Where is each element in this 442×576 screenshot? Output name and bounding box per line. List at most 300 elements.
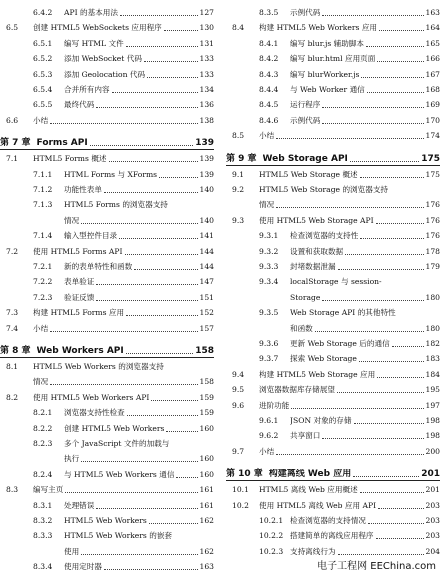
toc-entry-title: 功能性表单: [64, 185, 102, 194]
toc-entry: [0, 214, 214, 226]
toc-entry-page: 131: [199, 38, 214, 48]
toc-entry-title: HTML Forms 与 XForms: [64, 169, 158, 179]
dot-leader: [126, 353, 193, 354]
dot-leader: [322, 123, 423, 124]
toc-entry-number: 7.2: [6, 246, 19, 256]
toc-entry-title: 输入型控件目录: [64, 231, 118, 241]
toc-entry-page: 169: [425, 100, 440, 110]
toc-entry-number: 6.5.1: [33, 38, 53, 48]
toc-entry-title: 构建 HTML5 Web Workers 应用: [259, 23, 378, 33]
toc-entry-title: 创建 HTML5 WebSockets 应用程序: [33, 23, 162, 33]
toc-entry-page: 195: [425, 385, 440, 395]
toc-entry-page: 152: [199, 308, 214, 318]
toc-entry-page: 133: [199, 54, 214, 64]
toc-entry: [0, 229, 214, 241]
toc-entry-page: 182: [425, 339, 440, 348]
toc-chapter-heading: [0, 131, 214, 148]
dot-leader: [104, 569, 198, 570]
toc-entry-title: 构建 HTML5 Web Storage 应用: [259, 369, 376, 379]
toc-entry-page: 130: [199, 23, 214, 33]
toc-entry-number: 9.6.1: [259, 416, 279, 425]
toc-entry-title: 检查浏览器的支持性: [290, 231, 359, 241]
toc-entry-title: 共享窗口: [290, 431, 321, 441]
toc-entry-number: 7.1.3: [33, 200, 53, 210]
dot-leader: [166, 431, 197, 432]
dot-leader: [353, 476, 419, 477]
toc-entry-number: 10.1: [232, 485, 249, 495]
dot-leader: [360, 177, 424, 178]
toc-entry-page: 175: [425, 169, 440, 179]
toc-entry-number: 第 8 章: [0, 346, 31, 356]
dot-leader: [315, 331, 424, 332]
toc-entry: [0, 83, 214, 95]
toc-entry-page: 174: [425, 131, 440, 141]
dot-leader: [338, 554, 424, 555]
dot-leader: [90, 145, 193, 146]
toc-entry-page: 167: [425, 69, 440, 79]
toc-entry-page: 157: [199, 323, 214, 333]
toc-entry-number: 6.5.5: [33, 100, 53, 110]
toc-entry: [226, 83, 440, 95]
toc-entry-number: 8.1: [6, 362, 19, 371]
toc-entry-page: 139: [195, 138, 214, 149]
toc-entry-page: 147: [199, 277, 214, 287]
dot-leader: [276, 207, 423, 208]
toc-entry-number: 9.4: [232, 369, 245, 379]
toc-entry-page: 176: [425, 215, 440, 225]
toc-entry-number: 7.1: [6, 154, 19, 164]
toc-entry-number: 8.4.5: [259, 100, 279, 110]
dot-leader: [176, 477, 197, 478]
toc-entry-number: 9.3.5: [259, 308, 279, 318]
toc-entry-page: 165: [425, 38, 440, 48]
toc-entry-title: 小结: [33, 323, 49, 333]
toc-entry-title: 支持离线行为: [290, 546, 336, 556]
toc-entry-title: HTML5 Web Storage 概述: [259, 169, 358, 179]
toc-entry: [0, 375, 214, 387]
toc-entry-page: 136: [199, 100, 214, 110]
toc-entry-number: 9.6: [232, 400, 245, 410]
toc-entry: [0, 6, 214, 18]
dot-leader: [81, 554, 197, 555]
toc-entry-number: 7.2.3: [33, 292, 53, 302]
dot-leader: [359, 361, 424, 362]
toc-entry-number: 9.3: [232, 215, 245, 225]
toc-entry-title: 检查浏览器的支持情况: [290, 516, 366, 525]
toc-entry: [226, 445, 440, 457]
toc-entry: [0, 52, 214, 64]
dot-leader: [361, 77, 423, 78]
dot-leader: [377, 61, 423, 62]
toc-entry-page: 203: [425, 516, 440, 525]
dot-leader: [322, 438, 423, 439]
dot-leader: [392, 346, 424, 347]
toc-entry-number: 8.4.6: [259, 115, 279, 125]
toc-entry-title: API 的基本用法: [64, 8, 118, 17]
chapter-rule: [0, 357, 214, 358]
toc-entry-page: 200: [425, 446, 440, 456]
toc-entry-number: 7.1.4: [33, 231, 53, 241]
dot-leader: [337, 392, 424, 393]
toc-entry-title: 运行程序: [290, 100, 321, 110]
dot-leader: [322, 300, 423, 301]
toc-entry-page: 166: [425, 54, 440, 64]
toc-entry-number: 9.5: [232, 385, 245, 395]
dot-leader: [376, 538, 424, 539]
toc-entry-page: 179: [425, 262, 440, 271]
toc-entry: [0, 322, 214, 334]
dot-leader: [376, 223, 424, 224]
toc-entry: [226, 352, 440, 364]
toc-entry-title: 编写 blur.html 应用页面: [290, 54, 376, 64]
toc-entry: [226, 168, 440, 180]
toc-entry: [0, 499, 214, 511]
dot-leader: [50, 123, 197, 124]
dot-leader: [96, 508, 197, 509]
toc-entry-title: 多个 JavaScript 文件的加载与: [64, 439, 170, 448]
dot-leader: [81, 223, 197, 224]
toc-entry-number: 6.5.3: [33, 69, 53, 79]
toc-entry-number: 9.7: [232, 446, 245, 456]
toc-entry: [226, 260, 440, 272]
toc-entry-number: 6.5.2: [33, 54, 53, 64]
toc-entry-title: 编写 blurWorker.js: [290, 69, 360, 79]
toc-entry: [0, 529, 214, 541]
toc-entry-number: 第 10 章: [226, 469, 263, 480]
toc-entry-title: 与 Web Worker 通信: [290, 85, 365, 94]
dot-leader: [276, 454, 423, 455]
toc-entry-title: 探索 Web Storage: [290, 354, 357, 364]
toc-entry-number: 8.3.3: [33, 531, 53, 541]
dot-leader: [367, 92, 424, 93]
toc-entry: [0, 483, 214, 495]
dot-leader: [127, 415, 198, 416]
toc-entry-number: 10.2.3: [259, 546, 284, 556]
toc-entry-number: 9.3.1: [259, 231, 279, 241]
toc-entry: [226, 52, 440, 64]
toc-entry-number: 9.3.3: [259, 262, 279, 271]
toc-entry-page: 138: [199, 115, 214, 125]
toc-entry-number: 8.4.4: [259, 85, 279, 94]
dot-leader: [164, 30, 198, 31]
toc-entry-page: 163: [425, 8, 440, 17]
dot-leader: [378, 508, 423, 509]
toc-entry-number: 8.2.4: [33, 469, 53, 479]
dot-leader: [159, 177, 197, 178]
toc-entry-number: 6.5: [6, 23, 19, 33]
watermark: 电子工程网 EEChina.com: [317, 561, 436, 572]
toc-entry-title: 使用 HTML5 Forms API: [33, 246, 123, 256]
toc-entry: [226, 98, 440, 110]
toc-entry-title: 示例代码: [290, 8, 321, 17]
toc-entry-page: 159: [199, 392, 214, 402]
toc-entry: [226, 21, 440, 33]
dot-leader: [368, 523, 424, 524]
toc-entry-number: 8.3.2: [33, 516, 53, 525]
toc-entry-title: 更新 Web Storage 后的通信: [290, 339, 390, 348]
dot-leader: [345, 254, 423, 255]
toc-entry-title: HTML5 Web Workers 的浏览器支持: [33, 362, 164, 371]
toc-entry-title: HTML5 离线 Web 应用概述: [259, 485, 358, 495]
dot-leader: [360, 492, 424, 493]
toc-entry-title: 进阶功能: [259, 400, 290, 410]
toc-entry-title: 合并所有内容: [64, 85, 110, 94]
toc-entry-title: 添加 WebSocket 代码: [64, 54, 142, 64]
toc-entry-page: 163: [199, 562, 214, 572]
toc-entry: [226, 545, 440, 557]
toc-entry: [0, 560, 214, 572]
toc-entry-page: 175: [421, 153, 440, 164]
dot-leader: [147, 77, 197, 78]
dot-leader: [112, 92, 198, 93]
toc-entry-title: 设置和获取数据: [290, 246, 344, 256]
toc-entry-number: 8.4.3: [259, 69, 279, 79]
toc-entry: [226, 114, 440, 126]
toc-entry-page: 144: [199, 246, 214, 256]
toc-entry-page: 151: [199, 292, 214, 302]
toc-entry: [0, 306, 214, 318]
toc-entry: [0, 437, 214, 449]
toc-entry: [0, 360, 214, 372]
toc-entry-page: 159: [199, 408, 214, 418]
toc-entry: [0, 37, 214, 49]
toc-entry-page: 203: [425, 531, 440, 541]
toc-entry: [226, 37, 440, 49]
toc-entry: [226, 414, 440, 426]
toc-entry-title: 处理错误: [64, 500, 95, 510]
dot-leader: [322, 15, 423, 16]
toc-entry-page: 161: [199, 500, 214, 510]
toc-entry-page: 176: [425, 231, 440, 241]
toc-entry: [0, 152, 214, 164]
dot-leader: [50, 331, 197, 332]
toc-entry-number: 7.1.2: [33, 185, 53, 194]
toc-entry-number: 8.3.1: [33, 500, 53, 510]
toc-entry-title: 使用定时器: [64, 562, 102, 572]
toc-entry-page: 160: [199, 454, 214, 464]
dot-leader: [50, 384, 197, 385]
toc-entry-title: 新的表单特性和函数: [64, 262, 133, 271]
dot-leader: [354, 423, 424, 424]
toc-entry: [226, 337, 440, 349]
toc-entry-number: 9.3.4: [259, 277, 279, 287]
toc-entry: [226, 499, 440, 511]
toc-entry: [226, 322, 440, 334]
toc-entry: [0, 422, 214, 434]
toc-entry-title: HTML5 Forms 概述: [33, 154, 107, 164]
toc-entry-title: 构建离线 Web 应用: [268, 469, 352, 480]
toc-entry-page: 170: [425, 115, 440, 125]
toc-entry-title: 使用 HTML5 Web Workers API: [33, 392, 150, 402]
toc-entry-number: 10.2.2: [259, 531, 284, 541]
toc-entry-number: 8.2.1: [33, 408, 53, 418]
toc-entry: [226, 483, 440, 495]
toc-entry: [0, 406, 214, 418]
toc-entry-title: 情况: [64, 215, 80, 225]
toc-entry-page: 180: [425, 292, 440, 302]
dot-leader: [360, 238, 423, 239]
toc-entry-number: 10.2: [232, 500, 249, 510]
toc-entry: [226, 198, 440, 210]
toc-entry-title: 情况: [259, 200, 275, 210]
dot-leader: [291, 408, 423, 409]
dot-leader: [119, 238, 197, 239]
toc-entry: [226, 6, 440, 18]
dot-leader: [151, 400, 197, 401]
toc-entry-title: 表单验证: [64, 277, 95, 287]
toc-entry-page: 141: [199, 231, 214, 241]
toc-entry-title: HTML5 Forms 的浏览器支持: [64, 200, 168, 210]
toc-entry-number: 9.3.7: [259, 354, 279, 364]
toc-entry: [0, 468, 214, 480]
dot-leader: [126, 315, 197, 316]
toc-entry-page: 144: [199, 262, 214, 271]
toc-entry-number: 6.4.2: [33, 8, 53, 17]
toc-entry: [0, 21, 214, 33]
toc-entry-number: 9.1: [232, 169, 245, 179]
toc-entry-number: 9.3.2: [259, 246, 279, 256]
toc-entry-title: 浏览器数据库存储展望: [259, 385, 335, 395]
toc-entry-page: 139: [199, 169, 214, 179]
toc-entry-title: Web Workers API: [36, 346, 124, 356]
toc-entry-title: 小结: [33, 115, 49, 125]
toc-entry: [0, 68, 214, 80]
toc-entry-number: 7.4: [6, 323, 19, 333]
toc-entry-title: Forms API: [36, 138, 88, 149]
toc-chapter-heading: [226, 462, 440, 479]
toc-entry: [226, 68, 440, 80]
toc-entry-page: 158: [195, 346, 214, 356]
toc-entry-number: 第 7 章: [0, 138, 31, 149]
toc-entry-number: 7.3: [6, 308, 19, 318]
toc-entry-title: 浏览器支持性检查: [64, 408, 125, 418]
toc-entry: [226, 429, 440, 441]
toc-entry-page: 162: [199, 546, 214, 556]
toc-entry-title: HTML5 Web Workers 的嵌套: [64, 531, 173, 541]
toc-entry-title: 编写 blur.js 辅助脚本: [290, 38, 365, 48]
toc-entry: [0, 545, 214, 557]
toc-entry-page: 197: [425, 400, 440, 410]
toc-entry-title: 使用: [64, 546, 80, 556]
toc-entry-page: 178: [425, 246, 440, 256]
toc-entry-page: 204: [425, 546, 440, 556]
toc-entry: [226, 245, 440, 257]
toc-entry-page: 140: [199, 185, 214, 194]
toc-entry: [0, 452, 214, 464]
toc-entry: [226, 214, 440, 226]
toc-entry: [0, 98, 214, 110]
dot-leader: [96, 107, 197, 108]
toc-entry-number: 8.2: [6, 392, 19, 402]
toc-entry: [226, 368, 440, 380]
chapter-rule: [0, 149, 214, 150]
toc-entry-page: 184: [425, 369, 440, 379]
toc-entry-page: 198: [425, 416, 440, 425]
toc-entry-page: 162: [199, 516, 214, 525]
toc-entry-page: 140: [199, 215, 214, 225]
toc-entry-page: 139: [199, 154, 214, 164]
dot-leader: [96, 300, 197, 301]
toc-entry-number: 9.6.2: [259, 431, 279, 441]
toc-entry-number: 8.3.4: [33, 562, 53, 572]
toc-entry: [0, 275, 214, 287]
toc-entry-page: 180: [425, 323, 440, 333]
toc-entry-page: 168: [425, 85, 440, 94]
toc-entry: [226, 514, 440, 526]
toc-entry: [0, 198, 214, 210]
toc-entry-number: 6.5.4: [33, 85, 53, 94]
toc-entry-number: 7.1.1: [33, 169, 53, 179]
toc-entry-title: 和函数: [290, 323, 313, 333]
toc-entry: [226, 291, 440, 303]
toc-entry-page: 164: [425, 23, 440, 33]
toc-entry-title: 与 HTML5 Web Workers 通信: [64, 469, 175, 479]
toc-entry-page: 127: [199, 8, 214, 17]
toc-entry-title: 最终代码: [64, 100, 95, 110]
toc-entry-number: 8.4: [232, 23, 245, 33]
toc-entry-page: 198: [425, 431, 440, 441]
dot-leader: [144, 61, 198, 62]
toc-entry-page: 203: [425, 500, 440, 510]
toc-chapter-heading: [226, 147, 440, 164]
toc-entry-number: 9.3.6: [259, 339, 279, 348]
dot-leader: [125, 254, 198, 255]
toc-entry-number: 6.6: [6, 115, 19, 125]
toc-entry-number: 8.2.2: [33, 423, 53, 433]
dot-leader: [96, 284, 197, 285]
toc-entry-number: 7.2.2: [33, 277, 53, 287]
toc-entry: [226, 275, 440, 287]
toc-entry-title: JSON 对象的存储: [290, 416, 352, 425]
dot-leader: [109, 161, 198, 162]
toc-entry-page: 158: [199, 377, 214, 387]
toc-entry-title: Web Storage API: [262, 153, 348, 164]
toc-entry: [226, 383, 440, 395]
toc-entry: [0, 391, 214, 403]
toc-entry-number: 8.5: [232, 131, 245, 141]
toc-entry-title: Storage: [290, 292, 321, 302]
toc-entry-title: 添加 Geolocation 代码: [64, 69, 146, 79]
toc-entry-title: HTML5 Web Storage 的浏览器支持: [259, 185, 389, 194]
toc-entry-page: 133: [199, 69, 214, 79]
toc-entry: [0, 168, 214, 180]
toc-entry-page: 201: [421, 469, 440, 480]
toc-entry-title: 小结: [259, 131, 275, 141]
toc-entry: [0, 514, 214, 526]
toc-entry-title: 使用 HTML5 离线 Web 应用 API: [259, 500, 377, 510]
dot-leader: [120, 15, 198, 16]
toc-entry-page: 161: [199, 485, 214, 495]
chapter-rule: [226, 480, 440, 481]
dot-leader: [149, 523, 198, 524]
toc-entry-title: 执行: [64, 454, 80, 464]
toc-entry-title: 小结: [259, 446, 275, 456]
toc-entry: [0, 114, 214, 126]
toc-entry-title: 搭建简单的离线应用程序: [290, 531, 374, 541]
dot-leader: [366, 46, 423, 47]
toc-entry: [0, 245, 214, 257]
toc-entry: [0, 183, 214, 195]
toc-entry-title: 验证反馈: [64, 292, 95, 302]
toc-entry-number: 8.4.2: [259, 54, 279, 64]
toc-entry: [226, 183, 440, 195]
toc-entry-title: 构建 HTML5 Forms 应用: [33, 308, 125, 318]
toc-entry: [226, 306, 440, 318]
toc-entry-title: 示例代码: [290, 115, 321, 125]
toc-entry-number: 8.4.1: [259, 38, 279, 48]
toc-entry-number: 10.2.1: [259, 516, 284, 525]
toc-entry-page: 201: [425, 485, 440, 495]
